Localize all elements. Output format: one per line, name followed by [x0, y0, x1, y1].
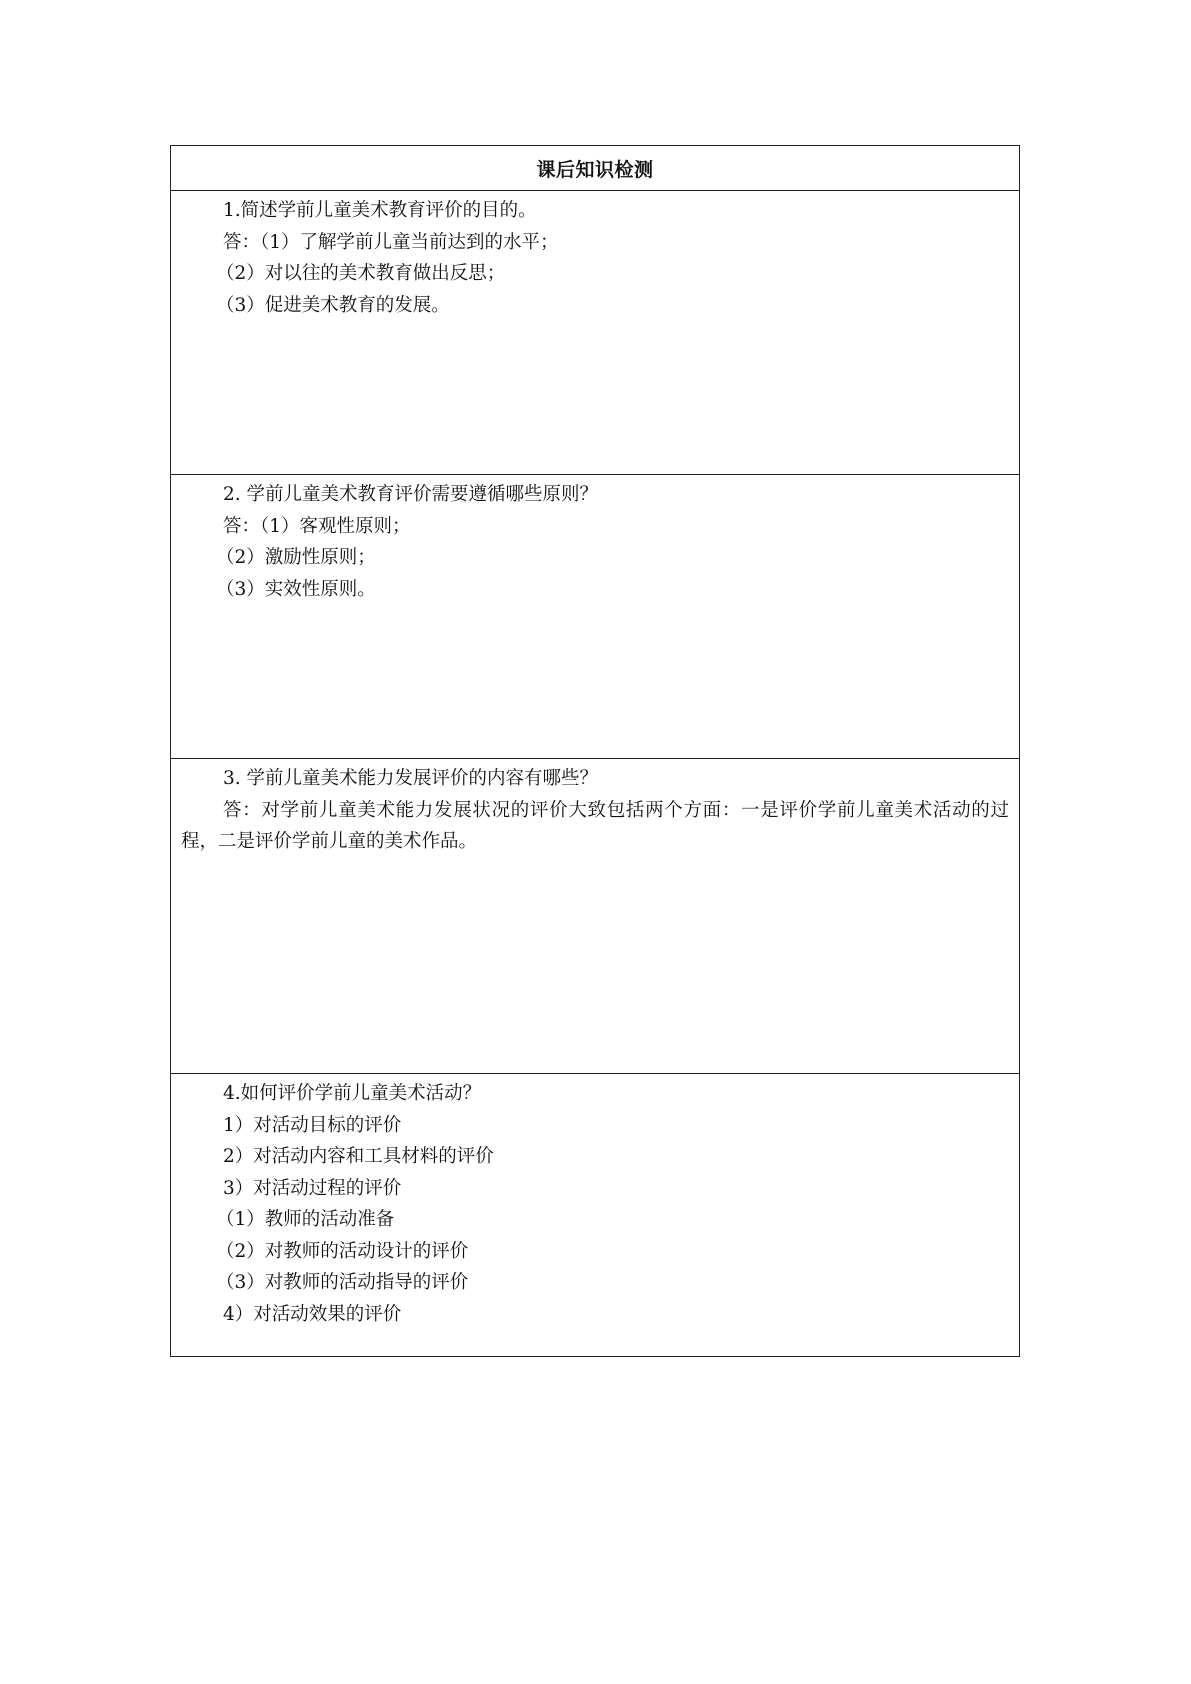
question-2-answer-line-1: 答：（1）客观性原则； — [223, 515, 411, 537]
question-4-answer-line-5: （2）对教师的活动设计的评价 — [216, 1240, 469, 1262]
question-3-text: 3. 学前儿童美术能力发展评价的内容有哪些？ — [223, 768, 599, 789]
table-title-row — [171, 146, 1019, 190]
question-1-answer-line-2: （2）对以往的美术教育做出反思； — [216, 263, 506, 284]
question-4-answer-line-4: （1）教师的活动准备 — [216, 1209, 395, 1230]
question-1-answer-line-1: 答：（1）了解学前儿童当前达到的水平； — [223, 231, 559, 253]
question-4-answer-line-3: 3）对活动过程的评价 — [223, 1177, 402, 1199]
question-1-answer-line-3: （3）促进美术教育的发展。 — [216, 294, 450, 316]
question-3-cell — [171, 758, 1019, 1073]
question-1-text: 1.简述学前儿童美术教育评价的目的。 — [223, 200, 537, 221]
question-4-answer-line-6: （3）对教师的活动指导的评价 — [216, 1272, 469, 1293]
question-4-text: 4.如何评价学前儿童美术活动？ — [223, 1083, 482, 1104]
question-4-answer-line-7: 4）对活动效果的评价 — [223, 1303, 402, 1325]
question-4-answer-line-1: 1）对活动目标的评价 — [223, 1114, 402, 1136]
question-2-cell — [171, 474, 1019, 758]
question-1-cell — [171, 190, 1019, 474]
knowledge-check-table — [170, 145, 1020, 1357]
question-4-cell — [171, 1073, 1019, 1356]
question-2-answer-line-3: （3）实效性原则。 — [216, 578, 376, 600]
question-2-answer-line-2: （2）激励性原则； — [216, 547, 376, 568]
question-4-answer-line-2: 2）对活动内容和工具材料的评价 — [223, 1146, 494, 1167]
question-2-text: 2. 学前儿童美术教育评价需要遵循哪些原则？ — [223, 484, 599, 505]
question-3-answer: 答：对学前儿童美术能力发展状况的评价大致包括两个方面：一是评价学前儿童美术活动的过程，二是评价学前儿童的美术作品。 — [181, 799, 1009, 852]
table-title: 课后知识检测 — [536, 158, 654, 181]
